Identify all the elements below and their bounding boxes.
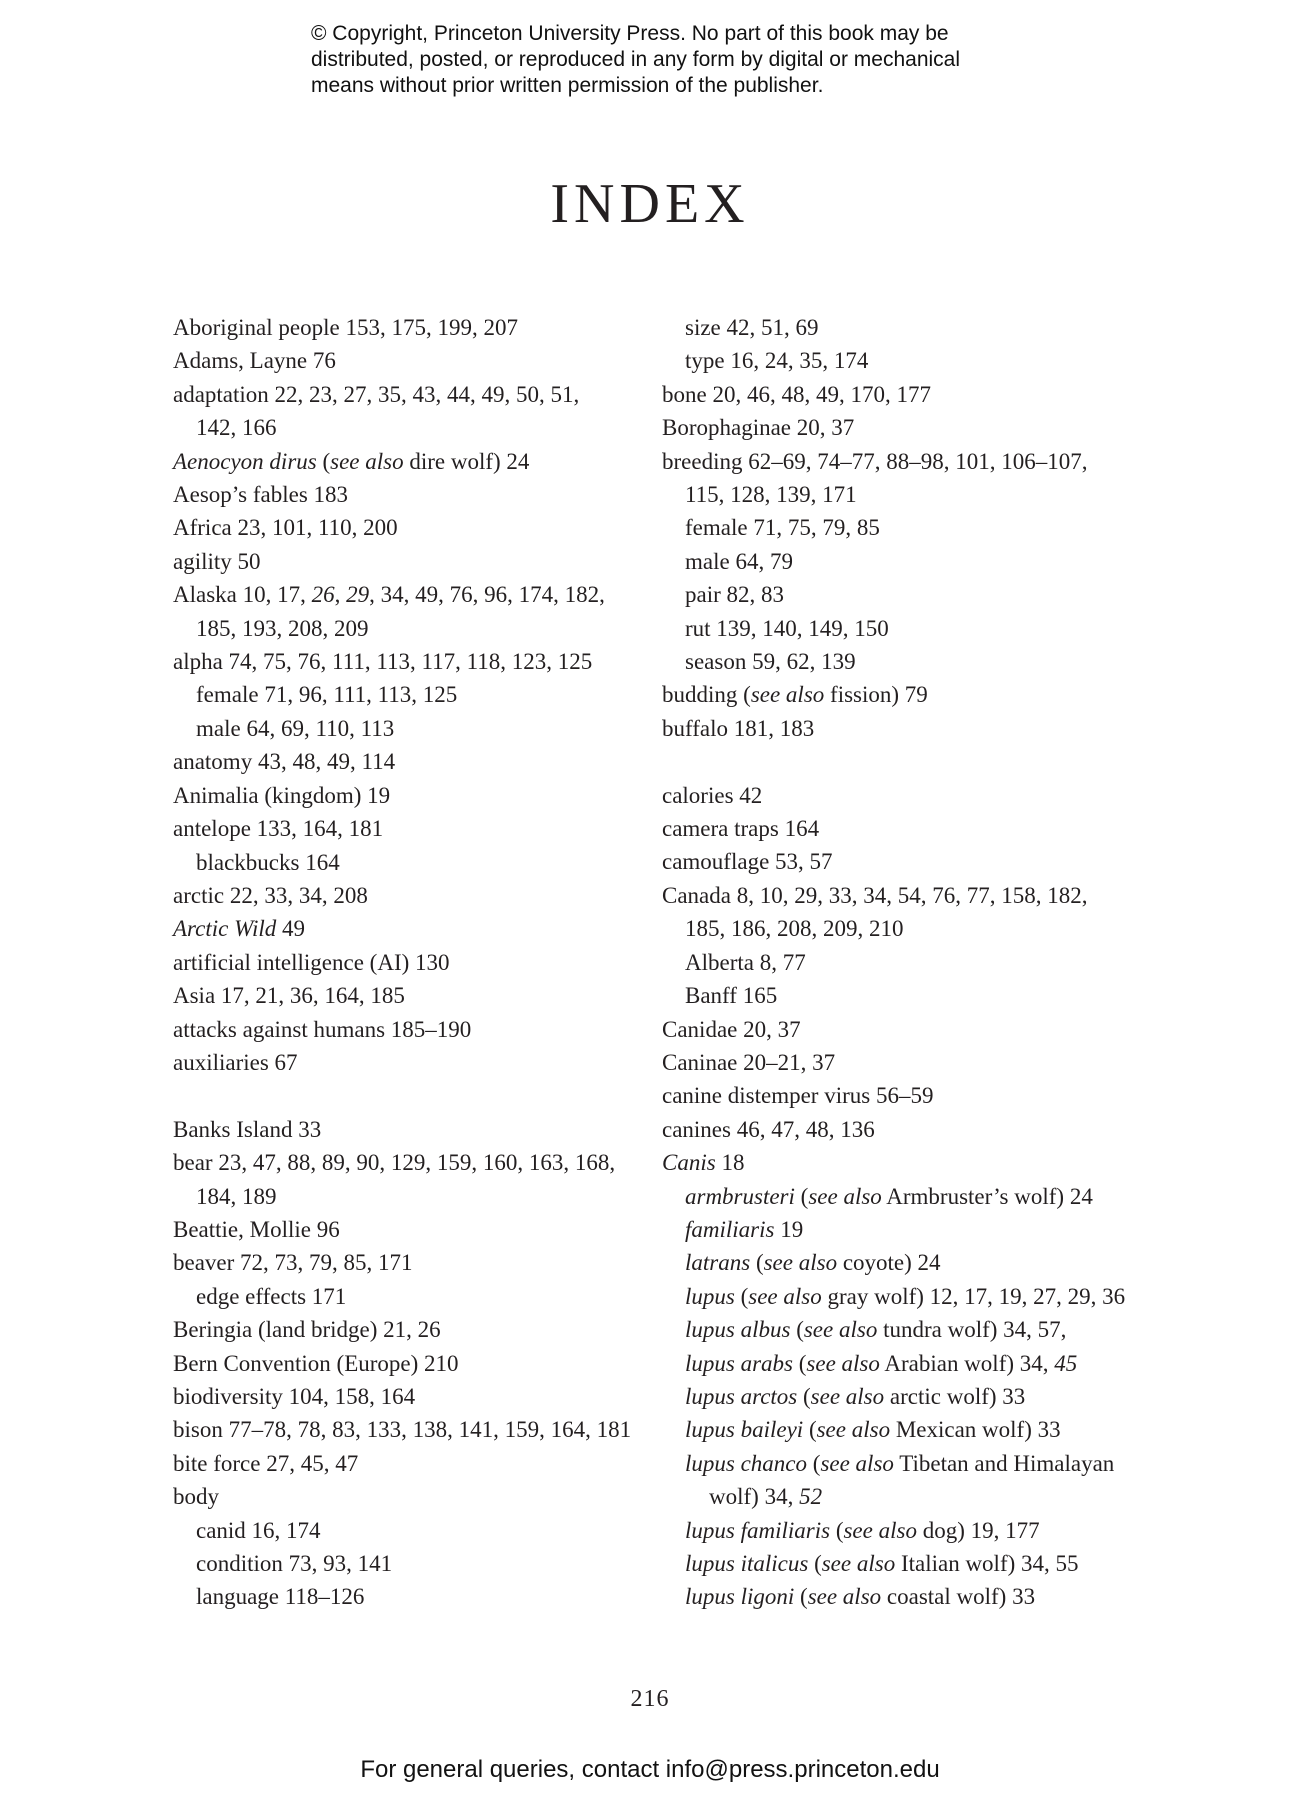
index-term: Aenocyon dirus bbox=[173, 448, 317, 474]
index-subentry: male 64, 69, 110, 113 bbox=[196, 715, 395, 741]
index-entry: Canada 8, 10, 29, 33, 34, 54, 76, 77, 158, 182, bbox=[662, 882, 1088, 908]
index-entry: Banks Island 33 bbox=[173, 1116, 322, 1142]
index-subentry bbox=[662, 1213, 1112, 1246]
index-term: Arctic Wild bbox=[173, 916, 277, 942]
see-also: see also bbox=[748, 1283, 822, 1309]
illustration-page: 26 bbox=[311, 582, 335, 608]
index-entry bbox=[662, 678, 1112, 711]
index-text: fission) 79 bbox=[824, 682, 928, 708]
see-also: see also bbox=[808, 1183, 882, 1209]
index-term: lupus arctos bbox=[685, 1383, 798, 1409]
index-subentry bbox=[662, 1580, 1112, 1613]
index-entry-continuation: 142, 166 bbox=[196, 415, 277, 441]
letter-group-gap bbox=[173, 1079, 653, 1112]
letter-group-gap bbox=[662, 745, 1112, 778]
index-text: 18 bbox=[715, 1150, 745, 1176]
see-also: see also bbox=[806, 1350, 880, 1376]
index-subentry: canid 16, 174 bbox=[196, 1517, 321, 1543]
index-text: Mexican wolf) 33 bbox=[890, 1417, 1061, 1443]
index-text: ( bbox=[794, 1584, 808, 1610]
index-entry: Adams, Layne 76 bbox=[173, 348, 336, 374]
index-text: ( bbox=[807, 1450, 821, 1476]
page-number: 216 bbox=[630, 1686, 670, 1712]
index-text: Tibetan and Himalayan bbox=[893, 1450, 1115, 1476]
index-text: ( bbox=[316, 448, 331, 474]
index-subentry: Banff 165 bbox=[685, 983, 778, 1009]
index-term: lupus arabs bbox=[685, 1350, 793, 1376]
index-entry-continuation: 115, 128, 139, 171 bbox=[685, 482, 857, 508]
index-subentry: type 16, 24, 35, 174 bbox=[685, 348, 869, 374]
index-text: 49 bbox=[276, 916, 306, 942]
index-subentry: male 64, 79 bbox=[685, 548, 793, 574]
index-entry bbox=[173, 912, 653, 945]
index-subentry bbox=[662, 1313, 1112, 1346]
index-entry: Aesop’s fables 183 bbox=[173, 482, 349, 508]
illustration-page: 45 bbox=[1054, 1350, 1078, 1376]
index-entry: bear 23, 47, 88, 89, 90, 129, 159, 160, 163, 168, bbox=[173, 1150, 616, 1176]
index-term: lupus albus bbox=[685, 1317, 791, 1343]
index-term: latrans bbox=[685, 1250, 751, 1276]
see-also: see also bbox=[820, 1450, 894, 1476]
index-entry: Beringia (land bridge) 21, 26 bbox=[173, 1317, 441, 1343]
see-also: see also bbox=[750, 682, 825, 708]
index-subentry bbox=[662, 1547, 1112, 1580]
index-entry: canines 46, 47, 48, 136 bbox=[662, 1116, 875, 1142]
index-text: tundra wolf) 34, 57, bbox=[877, 1317, 1067, 1343]
index-entry: Animalia (kingdom) 19 bbox=[173, 782, 391, 808]
see-also: see also bbox=[763, 1250, 838, 1276]
index-entry: calories 42 bbox=[662, 782, 763, 808]
index-subentry bbox=[662, 1280, 1126, 1313]
index-text: wolf) 34, bbox=[709, 1484, 800, 1510]
see-also: see also bbox=[821, 1551, 896, 1577]
index-text: arctic wolf) 33 bbox=[884, 1383, 1026, 1409]
index-subentry: edge effects 171 bbox=[196, 1283, 347, 1309]
index-text: coastal wolf) 33 bbox=[881, 1584, 1036, 1610]
index-entry: body bbox=[173, 1484, 219, 1510]
index-subentry: rut 139, 140, 149, 150 bbox=[685, 615, 889, 641]
index-text: gray wolf) 12, 17, 19, 27, 29, 36 bbox=[821, 1283, 1126, 1309]
index-text: Alaska 10, 17, bbox=[173, 582, 312, 608]
index-entry bbox=[173, 445, 653, 478]
index-entry: camouflage 53, 57 bbox=[662, 849, 833, 875]
index-subentry: condition 73, 93, 141 bbox=[196, 1551, 393, 1577]
copyright-line: means without prior written permission of the publisher. bbox=[311, 74, 824, 97]
index-term: lupus baileyi bbox=[685, 1417, 804, 1443]
page-title: INDEX bbox=[550, 173, 750, 235]
index-term: lupus italicus bbox=[685, 1551, 809, 1577]
index-entry: bone 20, 46, 48, 49, 170, 177 bbox=[662, 381, 931, 407]
index-entry-continuation bbox=[662, 1480, 1112, 1513]
index-subentry bbox=[662, 1514, 1112, 1547]
index-subentry: blackbucks 164 bbox=[196, 849, 340, 875]
see-also: see also bbox=[330, 448, 404, 474]
index-entry: Caninae 20–21, 37 bbox=[662, 1049, 836, 1075]
copyright-notice bbox=[311, 21, 1051, 99]
index-entry: adaptation 22, 23, 27, 35, 43, 44, 49, 50, 51, bbox=[173, 381, 580, 407]
index-text: coyote) 24 bbox=[837, 1250, 941, 1276]
index-text: ( bbox=[793, 1350, 807, 1376]
index-text: budding ( bbox=[662, 682, 751, 708]
index-entry: beaver 72, 73, 79, 85, 171 bbox=[173, 1250, 413, 1276]
index-term: lupus familiaris bbox=[685, 1517, 831, 1543]
index-entry: camera traps 164 bbox=[662, 816, 820, 842]
index-term: lupus ligoni bbox=[685, 1584, 795, 1610]
index-entry: attacks against humans 185–190 bbox=[173, 1016, 472, 1042]
index-entry bbox=[662, 1146, 1112, 1179]
index-text: ( bbox=[808, 1551, 822, 1577]
index-text: ( bbox=[790, 1317, 804, 1343]
index-term: lupus chanco bbox=[685, 1450, 808, 1476]
index-entry: Africa 23, 101, 110, 200 bbox=[173, 515, 398, 541]
index-entry: anatomy 43, 48, 49, 114 bbox=[173, 749, 396, 775]
index-subentry bbox=[662, 1347, 1112, 1380]
index-subentry: female 71, 75, 79, 85 bbox=[685, 515, 880, 541]
see-also: see also bbox=[816, 1417, 891, 1443]
index-subentry bbox=[662, 1447, 1115, 1480]
index-subentry: season 59, 62, 139 bbox=[685, 649, 856, 675]
index-entry-continuation: 185, 193, 208, 209 bbox=[196, 615, 369, 641]
index-entry bbox=[173, 578, 653, 611]
index-subentry: size 42, 51, 69 bbox=[685, 315, 819, 340]
index-entry: bite force 27, 45, 47 bbox=[173, 1450, 359, 1476]
illustration-page: 52 bbox=[799, 1484, 823, 1510]
index-entry: Beattie, Mollie 96 bbox=[173, 1216, 340, 1242]
index-subentry: language 118–126 bbox=[196, 1584, 365, 1610]
index-left-column bbox=[173, 311, 653, 1614]
index-entry: Bern Convention (Europe) 210 bbox=[173, 1350, 459, 1376]
see-also: see also bbox=[803, 1317, 878, 1343]
illustration-page: 29 bbox=[346, 582, 370, 608]
see-also: see also bbox=[807, 1584, 882, 1610]
index-entry-continuation: 185, 186, 208, 209, 210 bbox=[685, 916, 904, 942]
index-text: ( bbox=[794, 1183, 809, 1209]
copyright-line: distributed, posted, or reproduced in any form by digital or mechanical bbox=[311, 48, 961, 71]
index-entry: auxiliaries 67 bbox=[173, 1049, 298, 1075]
index-subentry bbox=[662, 1180, 1112, 1213]
index-text: ( bbox=[734, 1283, 749, 1309]
index-entry: buffalo 181, 183 bbox=[662, 715, 815, 741]
index-term: familiaris bbox=[685, 1216, 775, 1242]
index-text: ( bbox=[750, 1250, 764, 1276]
index-text: ( bbox=[797, 1383, 811, 1409]
index-text: , 34, 49, 76, 96, 174, 182, bbox=[369, 582, 605, 608]
index-entry: agility 50 bbox=[173, 548, 261, 574]
index-right-column bbox=[662, 311, 1126, 1614]
index-entry: canine distemper virus 56–59 bbox=[662, 1083, 934, 1109]
index-entry: arctic 22, 33, 34, 208 bbox=[173, 882, 368, 908]
index-entry: antelope 133, 164, 181 bbox=[173, 816, 384, 842]
index-entry: alpha 74, 75, 76, 111, 113, 117, 118, 123, 125 bbox=[173, 649, 593, 675]
index-entry-continuation: 184, 189 bbox=[196, 1183, 277, 1209]
index-text: Arabian wolf) 34, bbox=[879, 1350, 1055, 1376]
index-term: Canis bbox=[662, 1150, 716, 1176]
copyright-line: © Copyright, Princeton University Press. No part of this book may be bbox=[311, 22, 949, 45]
index-subentry: pair 82, 83 bbox=[685, 582, 785, 608]
index-subentry bbox=[662, 1380, 1112, 1413]
index-entry: Borophaginae 20, 37 bbox=[662, 415, 855, 441]
index-text: dire wolf) 24 bbox=[403, 448, 530, 474]
index-text: , bbox=[334, 582, 347, 608]
index-subentry: female 71, 96, 111, 113, 125 bbox=[196, 682, 458, 708]
index-term: armbrusteri bbox=[685, 1183, 795, 1209]
index-entry: biodiversity 104, 158, 164 bbox=[173, 1383, 416, 1409]
footer-contact: For general queries, contact info@press.princeton.edu bbox=[360, 1756, 940, 1783]
index-subentry: Alberta 8, 77 bbox=[685, 949, 806, 975]
see-also: see also bbox=[843, 1517, 917, 1543]
index-entry: bison 77–78, 78, 83, 133, 138, 141, 159, 164, 181 bbox=[173, 1417, 632, 1443]
index-text: Italian wolf) 34, 55 bbox=[895, 1551, 1079, 1577]
index-subentry bbox=[662, 1413, 1112, 1446]
index-text: dog) 19, 177 bbox=[916, 1517, 1040, 1543]
index-entry: Canidae 20, 37 bbox=[662, 1016, 801, 1042]
index-text: ( bbox=[830, 1517, 844, 1543]
see-also: see also bbox=[810, 1383, 885, 1409]
index-text: ( bbox=[803, 1417, 817, 1443]
index-entry: Aboriginal people 153, 175, 199, 207 bbox=[173, 315, 518, 340]
index-text: Armbruster’s wolf) 24 bbox=[881, 1183, 1093, 1209]
index-text: 19 bbox=[774, 1216, 804, 1242]
index-entry: breeding 62–69, 74–77, 88–98, 101, 106–107, bbox=[662, 448, 1088, 474]
index-entry: artificial intelligence (AI) 130 bbox=[173, 949, 450, 975]
index-term: lupus bbox=[685, 1283, 735, 1309]
index-subentry bbox=[662, 1246, 1112, 1279]
index-entry: Asia 17, 21, 36, 164, 185 bbox=[173, 983, 405, 1009]
